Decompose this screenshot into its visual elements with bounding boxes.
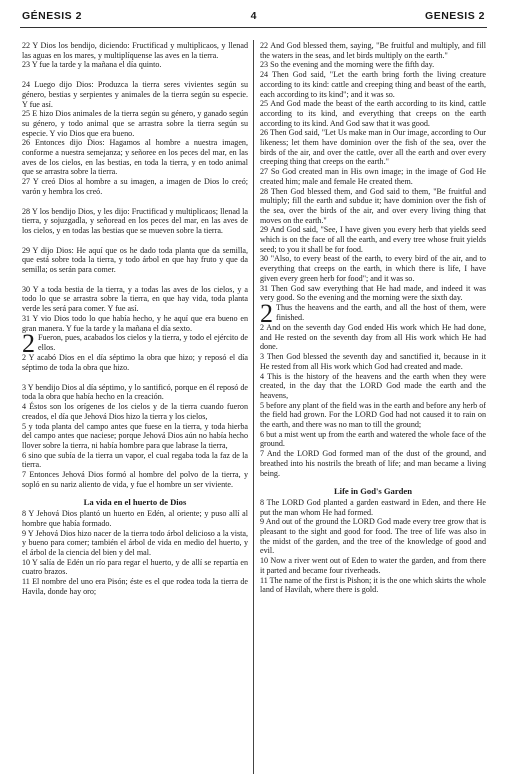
verse-paragraph: 23 Y fue la tarde y la mañana el día quinto. (22, 60, 162, 70)
header-rule (20, 27, 487, 28)
verse-paragraph: 7 And the LORD God formed man of the dust of the ground, and breathed into his nostrils the breath of life; and man became a living being. (260, 449, 486, 478)
verse-paragraph: 28 Y los bendijo Dios, y les dijo: Fructificad y multiplicaos; llenad la tierra, y sojuzgadla, y señoread en los peces del mar, en las aves de los cielos, y en todas las bestias que se mueven sobre la tierra. (22, 206, 248, 235)
english-column (260, 41, 486, 595)
verse-paragraph: 3 Y bendijo Dios al día séptimo, y lo santificó, porque en él reposó de toda la obra que había hecho en la creación. (22, 382, 248, 402)
verse-paragraph: 26 Then God said, "Let Us make man in Our image, according to Our likeness; let them have dominion over the fish of the sea, over the birds of the air, and over the cattle, over all the earth and over every creeping thing that creeps on the earth." (260, 128, 486, 167)
verse-paragraph: 30 "Also, to every beast of the earth, to every bird of the air, and to everything that creeps on the earth, in which there is life, I have given every green herb for food"; and it was so. (260, 254, 486, 283)
verse-paragraph: 25 E hizo Dios animales de la tierra según su género, y ganado según su género, y todo animal que se arrastra sobre la tierra según su especie. Y vio Dios que era bueno. (22, 109, 248, 138)
running-header (0, 6, 507, 26)
verse-paragraph: 26 Entonces dijo Dios: Hagamos al hombre a nuestra imagen, conforme a nuestra semejanza; y señoree en los peces del mar, en las aves de los cielos, en las bestias, en toda la tierra, y en todo animal que se arrastra sobre la tierra. (22, 138, 248, 177)
verse-paragraph: 5 y toda planta del campo antes que fuese en la tierra, y toda hierba del campo antes que naciese; porque Jehová Dios aún no había hecho llover sobre la tierra, ni había hombre para que labrase la tierra, (22, 421, 248, 450)
verse-paragraph: 10 Y salía de Edén un río para regar el huerto, y de allí se repartía en cuatro brazos. (22, 557, 248, 577)
verse-paragraph: 11 The name of the first is Pishon; it is the one which skirts the whole land of Havilah, where there is gold. (260, 575, 486, 595)
verse-paragraph: 22 And God blessed them, saying, "Be fruitful and multiply, and fill the waters in the seas, and let birds multiply on the earth." (260, 41, 486, 60)
verse-paragraph: 25 And God made the beast of the earth according to its kind, cattle according to its kind, and everything that creeps on the earth according to its kind. And God saw that it was good. (260, 99, 486, 128)
page-number: 4 (250, 10, 257, 22)
chapter-number: 2 (260, 298, 273, 328)
verse-text: Thus the heavens and the earth, and all the host of them, were finished. (276, 302, 486, 322)
header-right-book: GENESIS 2 (425, 10, 485, 22)
verse-paragraph: 31 Then God saw everything that He had made, and indeed it was very good. So the evening and the morning were the sixth day. (260, 283, 486, 303)
chapter-number: 2 (22, 329, 35, 359)
verse-paragraph: 23 So the evening and the morning were the fifth day. (260, 60, 435, 70)
verse-paragraph: 27 Y creó Dios al hombre a su imagen, a imagen de Dios lo creó; varón y hembra los creó. (22, 177, 248, 196)
column-divider (253, 40, 254, 774)
verse-paragraph: 9 And out of the ground the LORD God made every tree grow that is pleasant to the sight and good for food. The tree of life was also in the midst of the garden, and the tree of the knowledge of good and evil. (260, 517, 486, 556)
verse-paragraph: 11 El nombre del uno era Pisón; éste es el que rodea toda la tierra de Havila, donde hay oro; (22, 577, 248, 596)
verse-paragraph: 10 Now a river went out of Eden to water the garden, and from there it parted and became four riverheads. (260, 556, 486, 575)
verse-paragraph: 8 The LORD God planted a garden eastward in Eden, and there He put the man whom He had formed. (260, 497, 486, 517)
chapter-start-paragraph (22, 329, 248, 359)
verse-paragraph: 2 Y acabó Dios en el día séptimo la obra que hizo; y reposó el día séptimo de toda la obra que hizo. (22, 353, 248, 372)
verse-paragraph: 6 but a mist went up from the earth and watered the whole face of the ground. (260, 429, 486, 449)
verse-paragraph: 9 Y Jehová Dios hizo nacer de la tierra todo árbol delicioso a la vista, y bueno para comer; también el árbol de vida en medio del huerto, y el árbol de la ciencia del bien y del mal. (22, 528, 248, 557)
verse-paragraph: 4 Éstos son los orígenes de los cielos y de la tierra cuando fueron creados, el día que Jehová Dios hizo la tierra y los cielos, (22, 402, 248, 421)
verse-text: Fueron, pues, acabados los cielos y la tierra, y todo el ejército de ellos. (38, 333, 248, 352)
verse-paragraph: 29 Y dijo Dios: He aquí que os he dado toda planta que da semilla, que está sobre toda la tierra, y todo árbol en que hay fruto y que da semilla; os serán para comer. (22, 245, 248, 275)
verse-paragraph: 24 Then God said, "Let the earth bring forth the living creature according to its kind: cattle and creeping thing and beast of the earth, each according to its kind"; and it was so. (260, 70, 486, 99)
verse-paragraph: 31 Y vio Dios todo lo que había hecho, y he aquí que era bueno en gran manera. Y fue la tarde y la mañana el día sexto. (22, 313, 248, 333)
verse-paragraph: 7 Entonces Jehová Dios formó al hombre del polvo de la tierra, y sopló en su nariz aliento de vida, y fue el hombre un ser viviente. (22, 470, 248, 489)
header-left-book: GÉNESIS 2 (22, 10, 82, 22)
verse-paragraph: 22 Y Dios los bendijo, diciendo: Fructificad y multiplicaos, y llenad las aguas en los mares, y multiplíquense las aves en la tierra. (22, 41, 248, 60)
chapter-start-paragraph (260, 298, 486, 328)
verse-paragraph: 30 Y a toda bestia de la tierra, y a todas las aves de los cielos, y a todo lo que se arrastra sobre la tierra, en que hay vida, toda planta verde les será para comer. Y fue así. (22, 284, 248, 314)
verse-paragraph: 5 before any plant of the field was in the earth and before any herb of the field had grown. For the LORD God had not caused it to rain on the earth, and there was no man to till the ground; (260, 400, 486, 430)
verse-paragraph: 27 So God created man in His own image; in the image of God He created him; male and female He created them. (260, 167, 486, 186)
verse-paragraph: 2 And on the seventh day God ended His work which He had done, and He rested on the seventh day from all His work which He had done. (260, 322, 486, 352)
verse-paragraph: 28 Then God blessed them, and God said to them, "Be fruitful and multiply; fill the earth and subdue it; have dominion over the fish of the sea, over the birds of the air, and over every living thing that moves on the earth." (260, 186, 486, 225)
section-heading: Life in God's Garden (333, 486, 413, 497)
verse-paragraph: 8 Y Jehová Dios plantó un huerto en Edén, al oriente; y puso allí al hombre que había formado. (22, 509, 248, 528)
verse-paragraph: 29 And God said, "See, I have given you every herb that yields seed which is on the face of all the earth, and every tree whose fruit yields seed; to you it shall be for food. (260, 225, 486, 254)
verse-paragraph: 3 Then God blessed the seventh day and sanctified it, because in it He rested from all His work which God had created and made. (260, 352, 486, 371)
spanish-column (22, 41, 248, 596)
verse-paragraph: 24 Luego dijo Dios: Produzca la tierra seres vivientes según su género, bestias y serpientes y animales de la tierra según su especie. Y fue así. (22, 80, 248, 109)
verse-paragraph: 6 sino que subía de la tierra un vapor, el cual regaba toda la faz de la tierra. (22, 450, 248, 470)
section-heading: La vida en el huerto de Dios (83, 497, 187, 508)
verse-paragraph: 4 This is the history of the heavens and the earth when they were created, in the day that the LORD God made the earth and the heavens, (260, 371, 486, 400)
